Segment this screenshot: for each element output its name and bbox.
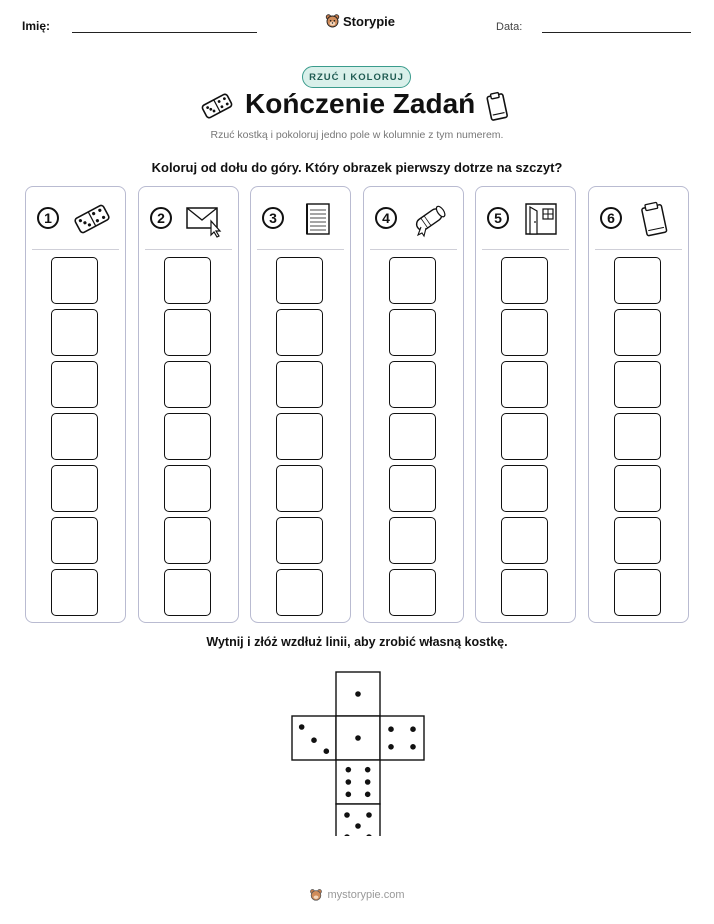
brand-logo — [325, 13, 395, 29]
door-window-icon — [521, 199, 563, 239]
clipboard-icon — [483, 90, 511, 122]
coloring-box[interactable] — [501, 465, 548, 512]
coloring-box[interactable] — [501, 517, 548, 564]
column-divider — [257, 249, 344, 250]
coloring-box[interactable] — [51, 309, 98, 356]
dice-pip — [365, 792, 371, 798]
dice-net — [290, 670, 426, 836]
dice-face-5 — [336, 804, 380, 836]
coloring-box[interactable] — [51, 569, 98, 616]
dice-pip — [366, 812, 372, 818]
coloring-box[interactable] — [276, 309, 323, 356]
column-2 — [138, 186, 239, 623]
coloring-box[interactable] — [614, 257, 661, 304]
coloring-box[interactable] — [164, 361, 211, 408]
coloring-box[interactable] — [51, 517, 98, 564]
date-label: Data: — [496, 21, 523, 33]
coloring-box[interactable] — [51, 413, 98, 460]
coloring-box[interactable] — [501, 361, 548, 408]
column-6 — [588, 186, 689, 623]
name-line — [72, 32, 257, 33]
footer-site: mystorypie.com — [327, 889, 405, 901]
domino-icon — [71, 199, 113, 239]
coloring-box[interactable] — [164, 257, 211, 304]
dice-pip — [346, 767, 352, 773]
coloring-box[interactable] — [276, 361, 323, 408]
column-divider — [370, 249, 457, 250]
dice-pip — [346, 792, 352, 798]
dice-face-3 — [292, 716, 336, 760]
coloring-box[interactable] — [614, 517, 661, 564]
dice-pip — [346, 779, 352, 785]
coloring-box[interactable] — [164, 465, 211, 512]
coloring-box[interactable] — [276, 257, 323, 304]
coloring-box[interactable] — [614, 413, 661, 460]
coloring-box[interactable] — [276, 413, 323, 460]
dice-face-4 — [380, 716, 424, 760]
coloring-box[interactable] — [164, 569, 211, 616]
envelope-cursor-icon — [184, 199, 226, 239]
dice-pip — [365, 767, 371, 773]
column-number: 6 — [600, 207, 622, 229]
clipboard-icon — [634, 199, 676, 239]
coloring-box[interactable] — [51, 361, 98, 408]
column-5 — [475, 186, 576, 623]
column-3 — [250, 186, 351, 623]
coloring-box[interactable] — [276, 465, 323, 512]
coloring-box[interactable] — [389, 517, 436, 564]
coloring-box[interactable] — [614, 361, 661, 408]
dice-pip — [299, 724, 305, 730]
column-number: 3 — [262, 207, 284, 229]
coloring-box[interactable] — [389, 569, 436, 616]
dice-pip — [344, 812, 350, 818]
coloring-box[interactable] — [164, 309, 211, 356]
coloring-box[interactable] — [614, 465, 661, 512]
column-number: 5 — [487, 207, 509, 229]
coloring-box[interactable] — [389, 309, 436, 356]
page-title: Kończenie Zadań — [245, 88, 476, 119]
column-number: 2 — [150, 207, 172, 229]
date-line — [542, 32, 691, 33]
bear-mascot-icon — [309, 888, 323, 902]
coloring-box[interactable] — [389, 413, 436, 460]
coloring-box[interactable] — [389, 465, 436, 512]
domino-icon — [200, 92, 234, 120]
column-divider — [32, 249, 119, 250]
dice-face-6 — [336, 760, 380, 804]
dice-face-1 — [336, 672, 380, 716]
name-label: Imię: — [22, 19, 51, 33]
coloring-box[interactable] — [614, 569, 661, 616]
column-4 — [363, 186, 464, 623]
column-number: 1 — [37, 207, 59, 229]
activity-badge: RZUĆ I KOLORUJ — [302, 66, 411, 88]
column-1 — [25, 186, 126, 623]
coloring-box[interactable] — [164, 413, 211, 460]
coloring-box[interactable] — [389, 361, 436, 408]
footer — [0, 888, 714, 902]
column-divider — [595, 249, 682, 250]
bear-mascot-icon — [325, 13, 340, 29]
coloring-box[interactable] — [389, 257, 436, 304]
coloring-box[interactable] — [164, 517, 211, 564]
diploma-scroll-icon — [409, 199, 451, 239]
dice-face-1 — [336, 716, 380, 760]
column-number: 4 — [375, 207, 397, 229]
dice-pip — [355, 823, 361, 829]
dice-pip — [355, 691, 361, 697]
dice-pip — [388, 744, 394, 750]
page-subtitle: Rzuć kostką i pokoloruj jedno pole w kolumnie z tym numerem. — [210, 129, 504, 141]
dice-pip — [355, 735, 361, 741]
coloring-box[interactable] — [51, 465, 98, 512]
coloring-box[interactable] — [614, 309, 661, 356]
column-divider — [482, 249, 569, 250]
dice-pip — [410, 744, 416, 750]
coloring-box[interactable] — [51, 257, 98, 304]
dice-pip — [365, 779, 371, 785]
coloring-box[interactable] — [501, 309, 548, 356]
coloring-box[interactable] — [276, 569, 323, 616]
coloring-box[interactable] — [501, 569, 548, 616]
column-divider — [145, 249, 232, 250]
dice-pip — [410, 726, 416, 732]
brand-name: Storypie — [343, 13, 396, 29]
coloring-box[interactable] — [276, 517, 323, 564]
coloring-box[interactable] — [501, 413, 548, 460]
dice-pip — [324, 748, 330, 754]
coloring-instruction: Koloruj od dołu do góry. Który obrazek pierwszy dotrze na szczyt? — [151, 160, 563, 175]
notepad-icon — [296, 199, 338, 239]
coloring-box[interactable] — [501, 257, 548, 304]
dice-pip — [311, 737, 317, 743]
worksheet-header — [0, 0, 714, 50]
dice-pip — [388, 726, 394, 732]
cut-instruction: Wytnij i złóż wzdłuż linii, aby zrobić własną kostkę. — [206, 635, 508, 649]
